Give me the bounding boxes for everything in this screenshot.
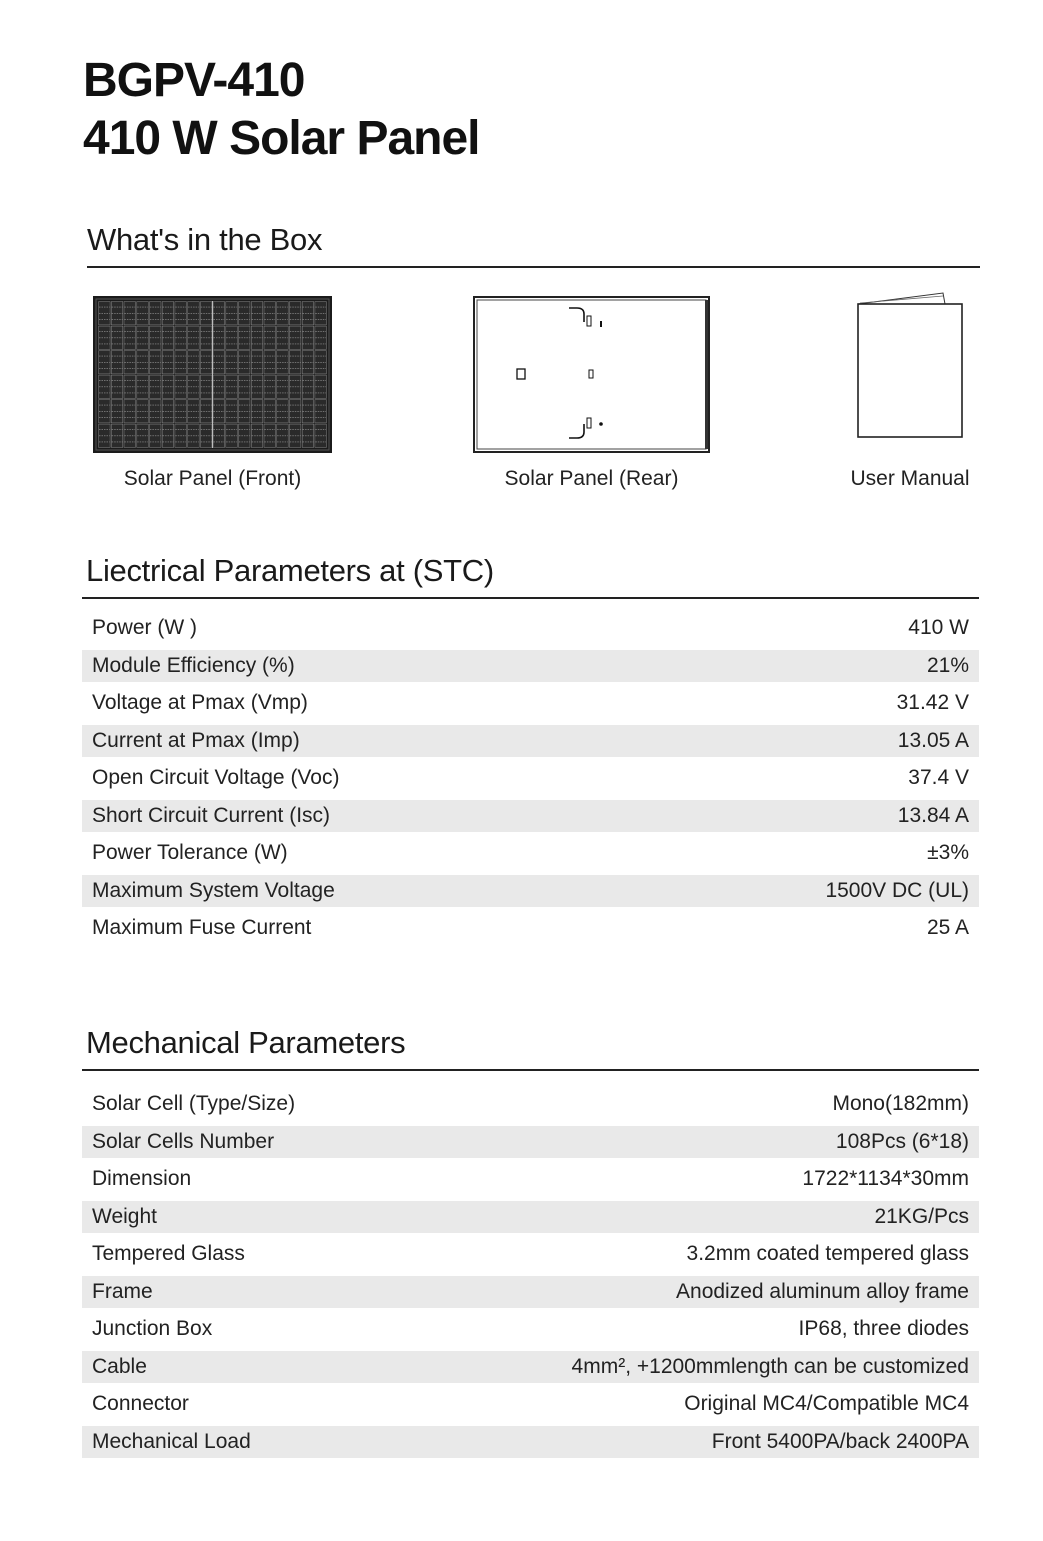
table-row	[82, 612, 979, 644]
mechanical-section-divider	[82, 1069, 979, 1071]
param-value: 31.42 V	[896, 691, 969, 714]
param-value: 410 W	[908, 616, 969, 639]
param-label: Current at Pmax (Imp)	[92, 728, 300, 752]
box-item-label: Solar Panel (Rear)	[504, 467, 679, 490]
solar-panel-front-icon	[93, 296, 332, 453]
param-value: 25 A	[926, 916, 969, 939]
table-row	[82, 1163, 979, 1195]
param-label: Module Efficiency (%)	[92, 653, 295, 677]
param-value: 13.84 A	[897, 803, 969, 827]
product-name: 410 W Solar Panel	[83, 112, 480, 165]
param-label: Frame	[92, 1279, 153, 1303]
table-row	[82, 1088, 979, 1120]
page-title	[83, 52, 480, 168]
param-label: Mechanical Load	[92, 1429, 251, 1453]
param-value: 108Pcs (6*18)	[835, 1129, 969, 1153]
param-label: Voltage at Pmax (Vmp)	[92, 691, 308, 714]
user-manual-icon	[855, 290, 965, 440]
box-section-divider	[87, 266, 980, 268]
box-section-heading: What's in the Box	[87, 222, 323, 257]
param-value: Mono(182mm)	[832, 1092, 969, 1115]
param-value: 3.2mm coated tempered glass	[686, 1242, 969, 1265]
param-value: Anodized aluminum alloy frame	[676, 1279, 969, 1303]
table-row	[82, 1238, 979, 1270]
param-label: Dimension	[92, 1167, 192, 1190]
param-label: Solar Cells Number	[92, 1129, 275, 1153]
table-row	[82, 1201, 979, 1233]
param-label: Junction Box	[92, 1317, 213, 1340]
solar-panel-rear-icon	[473, 296, 710, 453]
param-label: Cable	[92, 1354, 147, 1378]
param-value: 13.05 A	[897, 728, 969, 752]
table-row	[82, 1388, 979, 1420]
param-value: 21KG/Pcs	[874, 1204, 969, 1228]
table-row	[82, 687, 979, 719]
param-value: IP68, three diodes	[798, 1317, 969, 1340]
mechanical-section-heading: Mechanical Parameters	[86, 1025, 406, 1060]
table-row	[82, 1351, 979, 1383]
param-label: Weight	[92, 1204, 157, 1228]
param-value: 21%	[926, 653, 969, 677]
param-label: Connector	[92, 1392, 189, 1415]
table-row	[82, 837, 979, 869]
mechanical-parameters-table	[82, 1088, 979, 1463]
table-row	[82, 725, 979, 757]
table-row	[82, 800, 979, 832]
param-value: Original MC4/Compatible MC4	[684, 1392, 969, 1415]
param-label: Maximum System Voltage	[92, 878, 335, 902]
param-value: 1722*1134*30mm	[802, 1167, 969, 1190]
param-label: Tempered Glass	[92, 1242, 245, 1265]
electrical-section-divider	[82, 597, 979, 599]
table-row	[82, 1126, 979, 1158]
param-value: Front 5400PA/back 2400PA	[711, 1429, 969, 1453]
param-label: Maximum Fuse Current	[92, 916, 312, 939]
table-row	[82, 650, 979, 682]
param-value: 4mm², +1200mmlength can be customized	[571, 1354, 969, 1378]
electrical-parameters-table	[82, 612, 979, 950]
table-row	[82, 875, 979, 907]
model-name: BGPV-410	[83, 54, 305, 107]
param-label: Solar Cell (Type/Size)	[92, 1092, 296, 1115]
table-row	[82, 1313, 979, 1345]
param-label: Short Circuit Current (Isc)	[92, 803, 331, 827]
param-label: Open Circuit Voltage (Voc)	[92, 766, 340, 789]
param-label: Power Tolerance (W)	[92, 841, 288, 864]
param-value: 1500V DC (UL)	[825, 878, 969, 902]
table-row	[82, 762, 979, 794]
table-row	[82, 1276, 979, 1308]
param-label: Power (W )	[92, 616, 197, 639]
param-value: 37.4 V	[908, 766, 969, 789]
param-value: ±3%	[927, 841, 969, 864]
box-item-label: User Manual	[850, 467, 970, 490]
box-item-label: Solar Panel (Front)	[123, 467, 302, 490]
table-row	[82, 912, 979, 944]
table-row	[82, 1426, 979, 1458]
electrical-section-heading: Liectrical Parameters at (STC)	[86, 553, 494, 588]
